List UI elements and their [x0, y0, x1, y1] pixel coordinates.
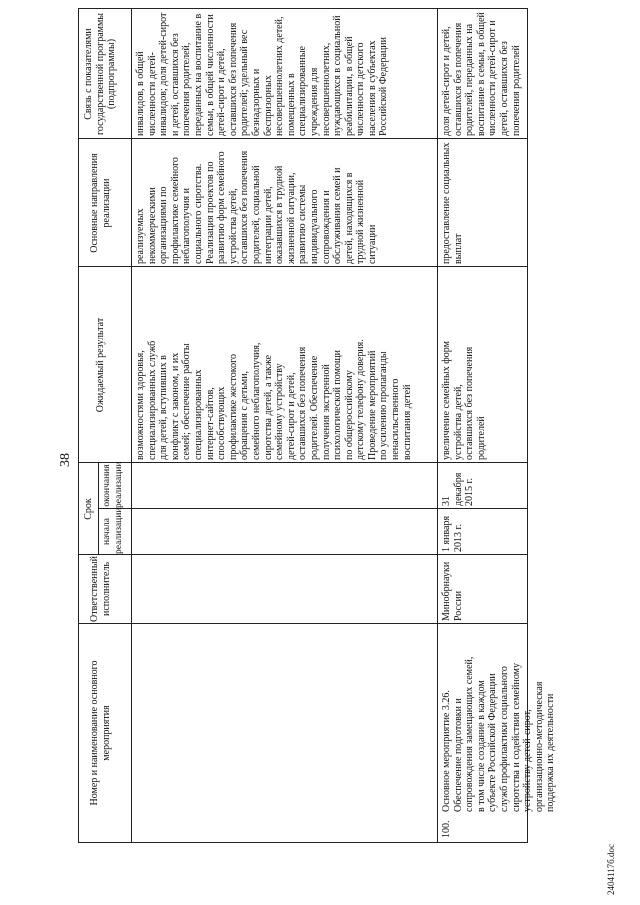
- row2-measure-name: Основное мероприятие 3.26. Обеспечение подготовки и сопровождения замещающих семей, в том числе создание в каждом субъекте Российской Федерации служб профилактики социального сиротства и содействия семейному устройству детей-сирот, организационно-методическая поддержка их деятельности: [441, 656, 557, 812]
- row2-start-date: 1 января 2013 г.: [441, 515, 464, 552]
- col-sep-1: [79, 623, 527, 624]
- header-end: окончания реализации: [102, 461, 124, 508]
- measures-table: [78, 8, 557, 843]
- col-sep-2: [79, 554, 527, 555]
- header-divider: [131, 9, 132, 842]
- header-start: начала реализации: [102, 507, 124, 554]
- header-executor: Ответственный исполнитель: [89, 556, 112, 622]
- document-filename: 2404117б.doc: [606, 844, 616, 895]
- row2-end-date: 31 декабря 2015 г.: [441, 472, 476, 506]
- row1-main-directions: реализуемых некоммерческими организациями по профилактике семейного неблагополучия и социального сиротства. Реализация проектов по развитию форм семейного устройства детей, оставшихся без попечения родителей, социальной интеграции детей, оказавшихся в трудной жизненной ситуации, развитию системы индивидуального сопровождения и обслуживания семей и детей, находящихся в трудной жизненной ситуации: [135, 150, 378, 264]
- row2-number: 100.: [441, 820, 452, 838]
- col-sep-6: [79, 138, 527, 139]
- row2-main-directions: предоставление социальных выплат: [441, 142, 464, 264]
- header-program-link: Связь с показателями государственной программы (подпрограммы): [83, 12, 118, 136]
- header-main-directions: Основные направления реализации: [89, 153, 112, 253]
- srok-divider: [98, 463, 99, 555]
- header-term: Срок: [83, 498, 94, 520]
- row1-expected-result: возможностями здоровья, специализированных служб для детей, вступивших в конфликт с законом, и их семей; обеспечение работы специализированных интернет-сайтов, способствующих профилактике жестокого обращения с детьми, семейного неблагополучия, сиротства детей, а также семейному устройству детей-сирот и детей, оставшихся без попечения родителей. Обеспечение получения экстренной психологической помощи по общероссийскому детскому телефону доверия. Проведение мероприятий по усилению пропаганды ненасильственного воспитания детей: [135, 339, 413, 460]
- row2-expected-result: увеличение семейных форм устройства детей, оставшихся без попечения родителей: [441, 341, 487, 460]
- page-number: 38: [58, 453, 73, 467]
- row1-program-link: инвалидов, в общей численности детей- инвалидов; доля детей-сирот и детей, оставшихся без попечения родителей, переданных на воспитание в семьи, в общей численности детей-сирот и детей, оставшихся без попечения родителей; удельный вес безнадзорных и беспризорных несовершеннолетних детей, помещенных в специализированные учреждения для несовершеннолетних, нуждающихся в социальной реабилитации, в общей численности детского населения в субъектах Российской Федерации: [135, 12, 390, 136]
- col-sep-5: [79, 266, 527, 267]
- row2-executor: Минобрнауки России: [441, 559, 464, 621]
- row2-program-link: доля детей-сирот и детей, оставшихся без попечения родителей, переданных на воспитание в семьи, в общей численности детей-сирот и детей, оставшихся без попечения родителей: [441, 12, 522, 136]
- row-divider: [437, 9, 438, 842]
- header-expected-result: Ожидаемый результат: [95, 317, 106, 413]
- header-measure-name: Номер и наименование основного мероприятия: [89, 660, 112, 806]
